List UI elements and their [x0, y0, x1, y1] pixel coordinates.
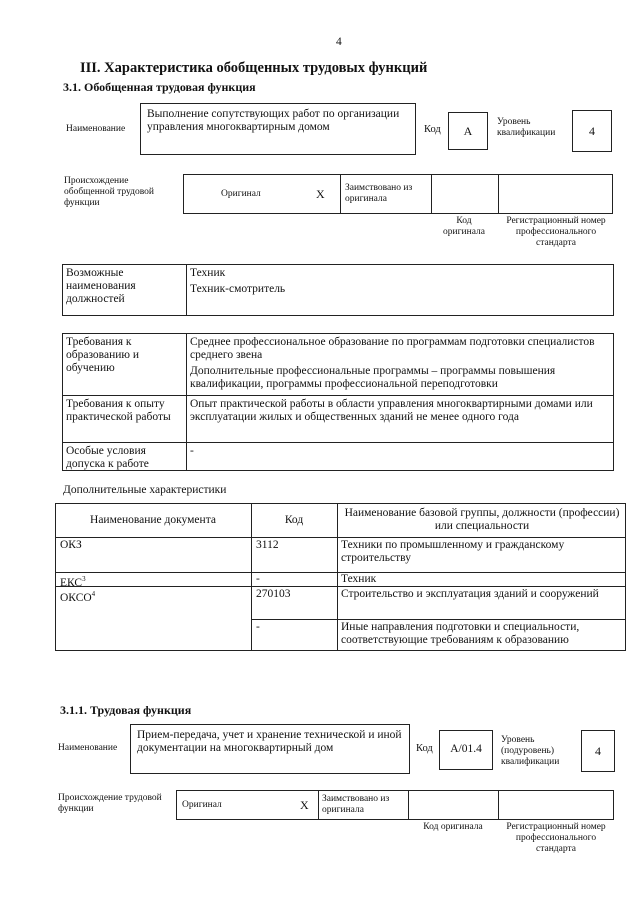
tf-name-value: Прием-передача, учет и хранение технической и иной документации на многоквартирный дом: [137, 729, 402, 754]
tf-original-label: Оригинал: [182, 800, 222, 810]
tf-subtitle: 3.1.1. Трудовая функция: [60, 703, 192, 717]
extra-title: Дополнительные характеристики: [63, 484, 227, 496]
gtf-borrowed-label: Заимствовано из оригинала: [345, 183, 413, 204]
tf-code-value: A/01.4: [450, 743, 482, 755]
extra-row-name: Иные направления подготовки и специальности, соответствующие требованиям к образованию: [341, 621, 580, 646]
extra-row-doc: ОКСО$^4$: [60, 590, 96, 604]
tf-level-box: [581, 730, 615, 772]
tf-reg-number-caption: Регистрационный номер профессионального стандарта: [506, 822, 606, 854]
tf-original-mark: X: [300, 798, 309, 812]
gtf-code-box: [448, 112, 488, 150]
extra-row-name: Техники по промышленному и гражданскому строительству: [341, 539, 565, 564]
extra-row-name: Техник: [341, 573, 377, 585]
gtf-code-value: A: [463, 124, 473, 138]
gtf-level-value: 4: [589, 124, 595, 138]
req-special-value: -: [190, 445, 194, 457]
gtf-name-box: [140, 103, 416, 155]
tf-borrowed-label: Заимствовано из оригинала: [322, 794, 390, 815]
extra-row-name: Строительство и эксплуатация зданий и сооружений: [341, 588, 599, 600]
gtf-level-label: Уровень квалификации: [497, 117, 556, 138]
req-education-label: Требования к образованию и обучению: [66, 336, 139, 374]
req-special-label: Особые условия допуска к работе: [66, 445, 149, 470]
extra-header-name: Наименование базовой группы, должности (профессии) или специальности: [344, 507, 620, 532]
extra-header-code: Код: [284, 514, 304, 526]
extra-row-code: -: [256, 621, 260, 633]
req-education-value: Среднее профессиональное образование по программам подготовки специалистов среднего звена: [190, 336, 595, 361]
section-title: III. Характеристика обобщенных трудовых функций: [80, 60, 428, 76]
tf-origin-label: Происхождение трудовой функции: [58, 793, 162, 814]
position-item: Техник-смотритель: [190, 283, 286, 295]
gtf-level-box: [572, 110, 612, 152]
tf-code-label: Код: [416, 743, 433, 754]
tf-level-label: Уровень (подуровень) квалификации: [501, 735, 560, 767]
extra-header-doc: Наименование документа: [90, 514, 216, 526]
extra-row-code: 3112: [256, 539, 279, 551]
req-education-value2: Дополнительные профессиональные программы – программы повышения квалификации, программы профессиональной переподготовки: [190, 365, 556, 390]
positions-label: Возможные наименования должностей: [66, 267, 136, 305]
req-experience-label: Требования к опыту практической работы: [66, 398, 171, 423]
gtf-code-label: Код: [424, 124, 441, 135]
extra-row-doc: ОКЗ: [60, 539, 82, 551]
extra-row-doc: ЕКС$^3$: [60, 575, 86, 589]
gtf-origin-label: Происхождение обобщенной трудовой функции: [64, 176, 154, 208]
position-item: Техник: [190, 267, 226, 279]
tf-code-original-caption: Код оригинала: [423, 822, 483, 832]
gtf-name-value: Выполнение сопутствующих работ по организации управления многоквартирным домом: [147, 108, 400, 133]
gtf-original-label: Оригинал: [221, 189, 261, 199]
tf-code-box: [439, 730, 493, 770]
req-experience-value: Опыт практической работы в области управления многоквартирными домами или эксплуатации жилых и общественных зданий не менее одного года: [190, 398, 593, 423]
tf-name-label: Наименование: [58, 743, 118, 753]
gtf-reg-number-caption: Регистрационный номер профессионального стандарта: [506, 216, 606, 248]
gtf-original-mark: X: [316, 187, 325, 201]
extra-row-code: 270103: [256, 588, 291, 600]
tf-name-box: [130, 724, 410, 774]
section-subtitle: 3.1. Обобщенная трудовая функция: [63, 80, 256, 94]
gtf-name-label: Наименование: [66, 124, 126, 134]
extra-row-code: -: [256, 573, 260, 585]
gtf-code-original-caption: Код оригинала: [443, 216, 485, 237]
page-number: 4: [336, 36, 342, 48]
tf-level-value: 4: [595, 744, 601, 758]
